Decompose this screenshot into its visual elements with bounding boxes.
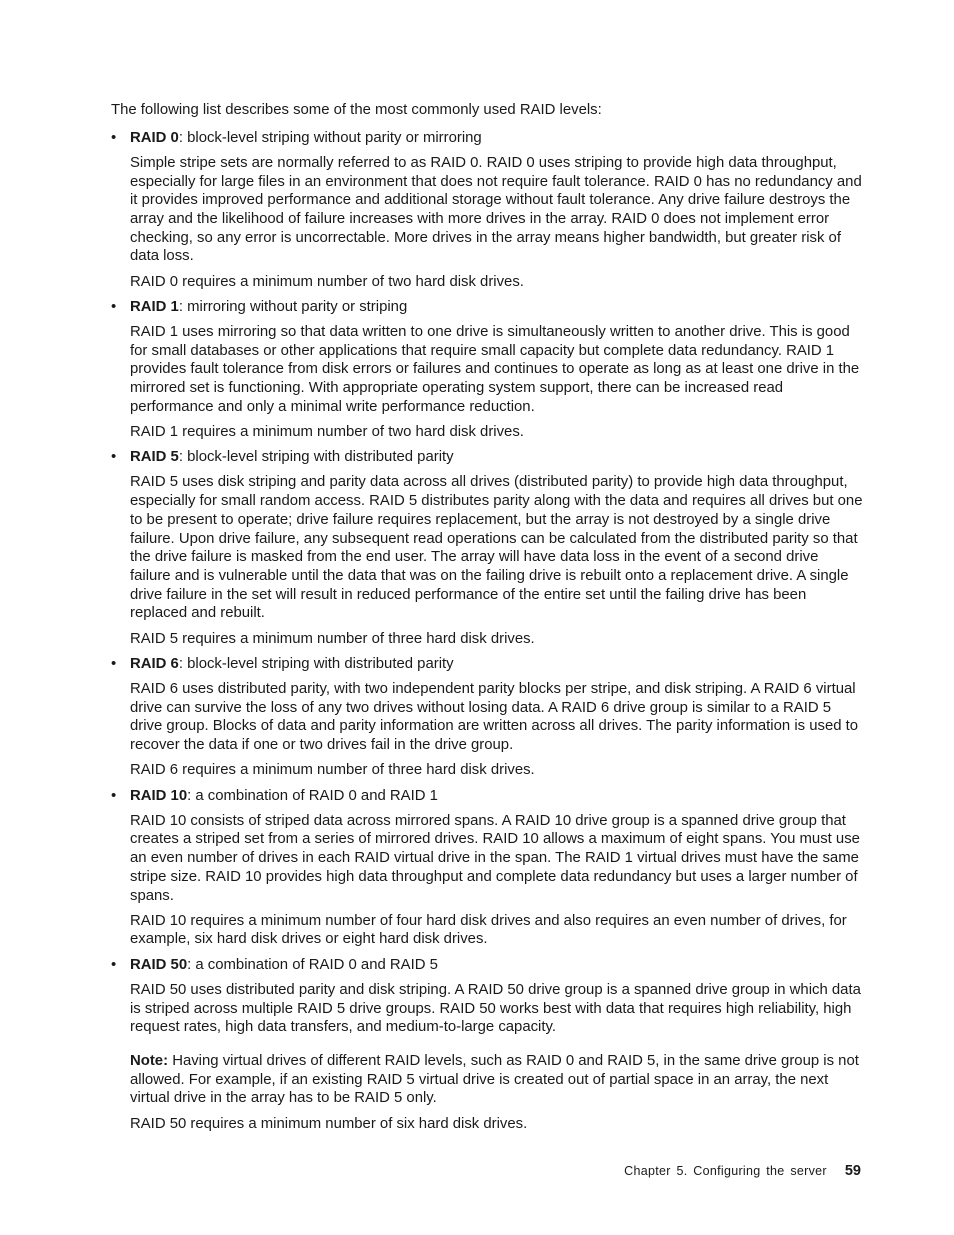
raid-level-heading (111, 129, 863, 148)
raid-level-paragraph: RAID 10 consists of striped data across mirrored spans. A RAID 10 drive group is a spanned drive group that creates a striped set from a series of mirrored drives. RAID 10 allows a maximum of eight spans. You must use an even number of drives in each RAID virtual drive in the span. The RAID 1 virtual drives must have the same stripe size. RAID 10 provides high data throughput and complete data redundancy but uses a larger number of spans. (130, 812, 860, 904)
raid-level-requirement: RAID 5 requires a minimum number of three hard disk drives. (130, 630, 535, 647)
raid-level-heading (111, 956, 863, 975)
raid-level-name: RAID 1 (130, 298, 179, 315)
raid-level-heading (111, 448, 863, 467)
raid-level-requirement: RAID 6 requires a minimum number of three hard disk drives. (130, 762, 535, 779)
page-number: 59 (844, 1163, 861, 1179)
raid-level-description: : block-level striping without parity or mirroring (178, 129, 482, 146)
bullet-icon: • (111, 956, 117, 973)
bullet-icon: • (111, 129, 117, 146)
raid-level-name: RAID 10 (130, 787, 188, 804)
note-text: Having virtual drives of different RAID levels, such as RAID 0 and RAID 5, in the same drive group is not allowed. For example, if an existing RAID 5 virtual drive is created out of partial space in an array, the next virtual drive in the array has to be RAID 5 only. (130, 1052, 859, 1107)
page-body (111, 101, 863, 1140)
raid-level-description: : a combination of RAID 0 and RAID 5 (187, 956, 438, 973)
raid-level-paragraph: RAID 6 uses distributed parity, with two independent parity blocks per stripe, and disk striping. A RAID 6 virtual drive can survive the loss of any two drives without losing data. A RAID 6 drive group is similar to a RAID 5 drive group. Blocks of data and parity information are written across all drives. The parity information is used to recover the data if one or two drives fail in the drive group. (130, 680, 859, 754)
raid-level-name: RAID 6 (130, 655, 179, 672)
raid-level-paragraph: RAID 1 uses mirroring so that data written to one drive is simultaneously written to another drive. This is good for small databases or other applications that require small capacity but complete data redundancy. RAID 1 provides fault tolerance from disk errors or failures and continues to operate as long as at least one drive in the mirrored set is functioning. With appropriate operating system support, there can be increased read performance and only a minimal write performance reduction. (130, 324, 860, 415)
bullet-icon: • (111, 655, 117, 672)
raid-level-description: : block-level striping with distributed parity (178, 655, 454, 672)
raid-level-description: : block-level striping with distributed parity (178, 449, 454, 466)
raid-level-heading (111, 655, 863, 674)
raid-level-description: : a combination of RAID 0 and RAID 1 (187, 787, 438, 804)
bullet-icon: • (111, 787, 117, 804)
footer-chapter-title: Chapter 5. Configuring the server (624, 1164, 827, 1178)
raid-level-item (111, 448, 863, 648)
raid-level-item (111, 129, 863, 292)
raid-level-name: RAID 50 (130, 956, 188, 973)
raid-level-requirement: RAID 1 requires a minimum number of two hard disk drives. (130, 424, 524, 441)
bullet-icon: • (111, 298, 117, 315)
raid-level-paragraph: RAID 5 uses disk striping and parity data across all drives (distributed parity) to provide high data throughput, especially for small random access. RAID 5 distributes parity along with the data and requires all drives but one to be present to operate; drive failure requires replacement, but the array is not destroyed by a single drive failure. Upon drive failure, any subsequent read operations can be calculated from the distributed parity so that the drive failure is masked from the end user. The array will have data loss in the event of a second drive failure and is vulnerable until the data that was on the failing drive is rebuilt onto a replacement drive. A single drive failure in the set will result in reduced performance of the entire set until the failing drive has been replaced and rebuilt. (130, 474, 863, 622)
raid-level-name: RAID 0 (130, 129, 179, 146)
raid-level-item (111, 787, 863, 950)
raid-level-item (111, 298, 863, 442)
raid-level-paragraph: Simple stripe sets are normally referred to as RAID 0. RAID 0 uses striping to provide high data throughput, especially for large files in an environment that does not require fault tolerance. RAID 0 has no redundancy and it provides improved performance and additional storage without fault tolerance. Any drive failure destroys the array and the likelihood of failure increases with more drives in the array. RAID 0 does not implement error checking, so any error is uncorrectable. More drives in the array means higher bandwidth, but greater risk of data loss. (130, 154, 862, 265)
raid-level-requirement: RAID 50 requires a minimum number of six hard disk drives. (130, 1115, 528, 1132)
raid-level-requirement: RAID 10 requires a minimum number of four hard disk drives and also requires an even number of drives, for example, six hard disk drives or eight hard disk drives. (130, 912, 847, 948)
raid-level-requirement: RAID 0 requires a minimum number of two hard disk drives. (130, 273, 524, 290)
raid-level-item (111, 655, 863, 780)
raid-level-heading (111, 298, 863, 317)
bullet-icon: • (111, 449, 117, 466)
note-label: Note: (130, 1052, 169, 1069)
note-paragraph (130, 1052, 863, 1108)
raid-level-description: : mirroring without parity or striping (178, 298, 408, 315)
raid-level-heading (111, 787, 863, 806)
intro-text: The following list describes some of the most commonly used RAID levels: (111, 102, 602, 118)
raid-level-paragraph: RAID 50 uses distributed parity and disk striping. A RAID 50 drive group is a spanned drive group in which data is striped across multiple RAID 5 drive groups. RAID 50 works best with data that requires high reliability, high request rates, high data transfers, and medium-to-large capacity. (130, 981, 861, 1036)
raid-level-item (111, 956, 863, 1134)
page-footer (624, 1163, 861, 1179)
raid-level-name: RAID 5 (130, 449, 179, 466)
